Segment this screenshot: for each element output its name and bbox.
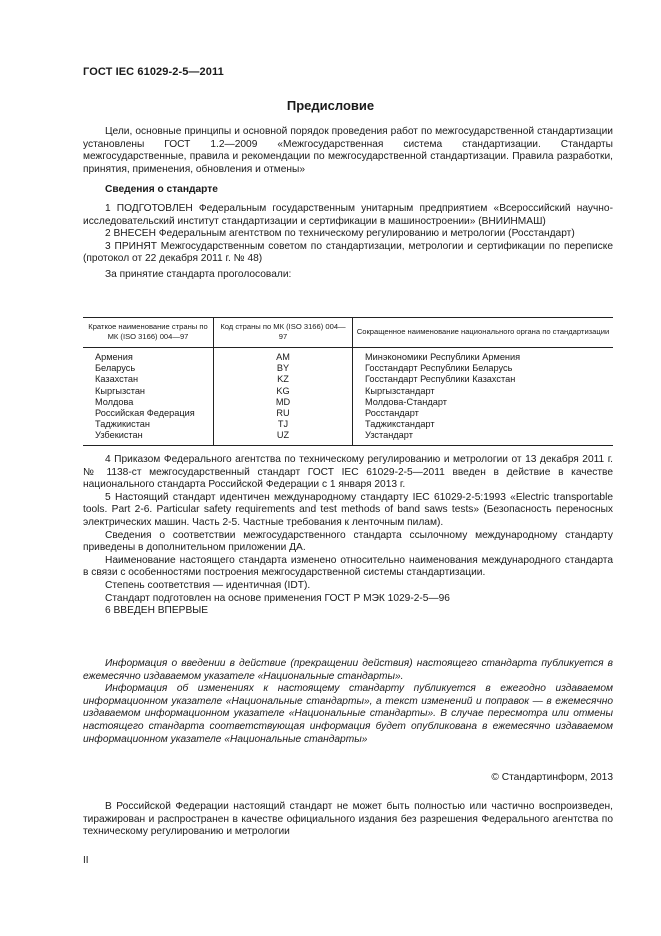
item-paragraph-4: 4 Приказом Федерального агентства по техническому регулированию и метрологии от 13 декабря 2011 г. № 1138-ст межгосударственный стандарт ГОСТ IEC 61029-2-5—2011 введен в действие в качестве национального стандарта Российской Федерации с 1 января 2013 г.	[83, 454, 613, 491]
code-cell: AM	[214, 348, 353, 364]
body-cell: Таджикстандарт	[353, 419, 614, 430]
code-cell: MD	[214, 397, 353, 408]
copyright-line: © Стандартинформ, 2013	[491, 772, 613, 783]
vote-intro: За принятие стандарта проголосовали:	[105, 268, 292, 280]
country-cell: Кыргызстан	[95, 385, 146, 396]
reference-note: Сведения о соответствии межгосударственного стандарта ссылочному международному стандарту приведены в дополнительном приложении ДА.	[83, 529, 613, 554]
column-header-body: Сокращенное наименование национального органа по стандартизации	[353, 318, 614, 348]
item-paragraph-5: 5 Настоящий стандарт идентичен международному стандарту IEC 61029-2-5:1993 «Electric transportable tools. Part 2-6. Particular safety requirements and test methods of band saws tests» (Безопасность переносных электрических машин. Часть 2-5. Частные требования к ленточным пилам).	[83, 491, 613, 528]
intro-section	[83, 126, 613, 282]
table-row	[83, 363, 613, 374]
country-cell: Армения	[95, 352, 133, 362]
reproduction-paragraph: В Российской Федерации настоящий стандарт не может быть полностью или частично воспроизведен, тиражирован и распространен в качестве официального издания без разрешения Федерального агентства по техническому регулированию и метрологии	[83, 801, 613, 838]
intro-paragraph: Цели, основные принципы и основной порядок проведения работ по межгосударственной стандартизации установлены ГОСТ 1.2—2009 «Межгосударственная система стандартизации. Стандарты межгосударственные, правила и рекомендации по межгосударственной стандартизации. Правила разработки, принятия, применения, обновления и отмены»	[83, 126, 613, 175]
adoption-section	[83, 454, 613, 618]
page-title: Предисловие	[286, 98, 375, 113]
country-cell: Узбекистан	[83, 430, 214, 445]
item-paragraph-6: 6 ВВЕДЕН ВПЕРВЫЕ	[105, 605, 209, 617]
country-cell: Молдова	[95, 396, 134, 407]
code-cell: KG	[214, 386, 353, 397]
body-cell: Госстандарт Республики Казахстан	[353, 374, 614, 385]
table-row	[83, 397, 613, 408]
body-cell: Кыргызстандарт	[353, 386, 614, 397]
reproduction-notice	[83, 801, 613, 839]
code-cell: BY	[214, 363, 353, 374]
item-paragraph-2: 2 ВНЕСЕН Федеральным агентством по техническому регулированию и метрологии (Росстандарт)	[105, 228, 575, 240]
body-cell: Госстандарт Республики Беларусь	[353, 363, 614, 374]
country-cell: Беларусь	[95, 363, 136, 374]
name-change-note: Наименование настоящего стандарта изменено относительно наименования международного стандарта в связи с особенностями построения межгосударственной системы стандартизации.	[83, 554, 613, 579]
code-cell: KZ	[214, 374, 353, 385]
info-heading: Сведения о стандарте	[105, 184, 218, 196]
page-number: II	[83, 855, 89, 866]
item-paragraph-1: 1 ПОДГОТОВЛЕН Федеральным государственным унитарным предприятием «Всероссийский научно-исследовательский институт стандартизации и сертификации в машиностроении» (ВНИИНМАШ)	[83, 202, 613, 227]
notice-paragraph-2: Информация об изменениях к настоящему стандарту публикуется в ежегодно издаваемом информационном указателе «Национальные стандарты», а текст изменений и поправок — в ежемесячно издаваемом информационном указателе «Национальные стандарты». В случае пересмотра или отмены настоящего стандарта соответствующая информация будет опубликована в ежемесячно издаваемом информационном указателе «Национальные стандарты»	[83, 683, 613, 745]
table-row	[83, 430, 613, 445]
code-cell: UZ	[214, 430, 353, 445]
column-header-country: Краткое наименование страны по МК (ISO 3166) 004—97	[83, 318, 214, 348]
body-cell: Молдова-Стандарт	[353, 397, 614, 408]
country-cell: Казахстан	[95, 374, 139, 385]
publication-notices	[83, 658, 613, 746]
country-cell: Российская Федерация	[95, 408, 195, 419]
country-cell: Таджикистан	[95, 419, 150, 430]
voting-table	[83, 317, 613, 446]
table-row	[83, 386, 613, 397]
code-cell: TJ	[214, 419, 353, 430]
notice-paragraph-1: Информация о введении в действие (прекращении действия) настоящего стандарта публикуется в ежемесячно издаваемом указателе «Национальные стандарты».	[83, 658, 613, 682]
body-cell: Росстандарт	[353, 408, 614, 419]
column-header-code: Код страны по МК (ISO 3166) 004—97	[214, 318, 353, 348]
code-cell: RU	[214, 408, 353, 419]
table-row	[83, 408, 613, 419]
body-cell: Узстандарт	[353, 430, 614, 445]
table-row	[83, 374, 613, 385]
table-row	[83, 348, 613, 364]
item-paragraph-3: 3 ПРИНЯТ Межгосударственным советом по стандартизации, метрологии и сертификации по переписке (протокол от 22 декабря 2011 г. № 48)	[83, 240, 613, 265]
basis-note: Стандарт подготовлен на основе применения ГОСТ Р МЭК 1029-2-5—96	[105, 592, 450, 604]
table-row	[83, 419, 613, 430]
conformity-degree: Степень соответствия — идентичная (IDT).	[105, 579, 311, 591]
body-cell: Минэкономики Республики Армения	[353, 348, 614, 364]
table-header-row	[83, 318, 613, 348]
standard-header: ГОСТ IEC 61029-2-5—2011	[83, 66, 224, 78]
